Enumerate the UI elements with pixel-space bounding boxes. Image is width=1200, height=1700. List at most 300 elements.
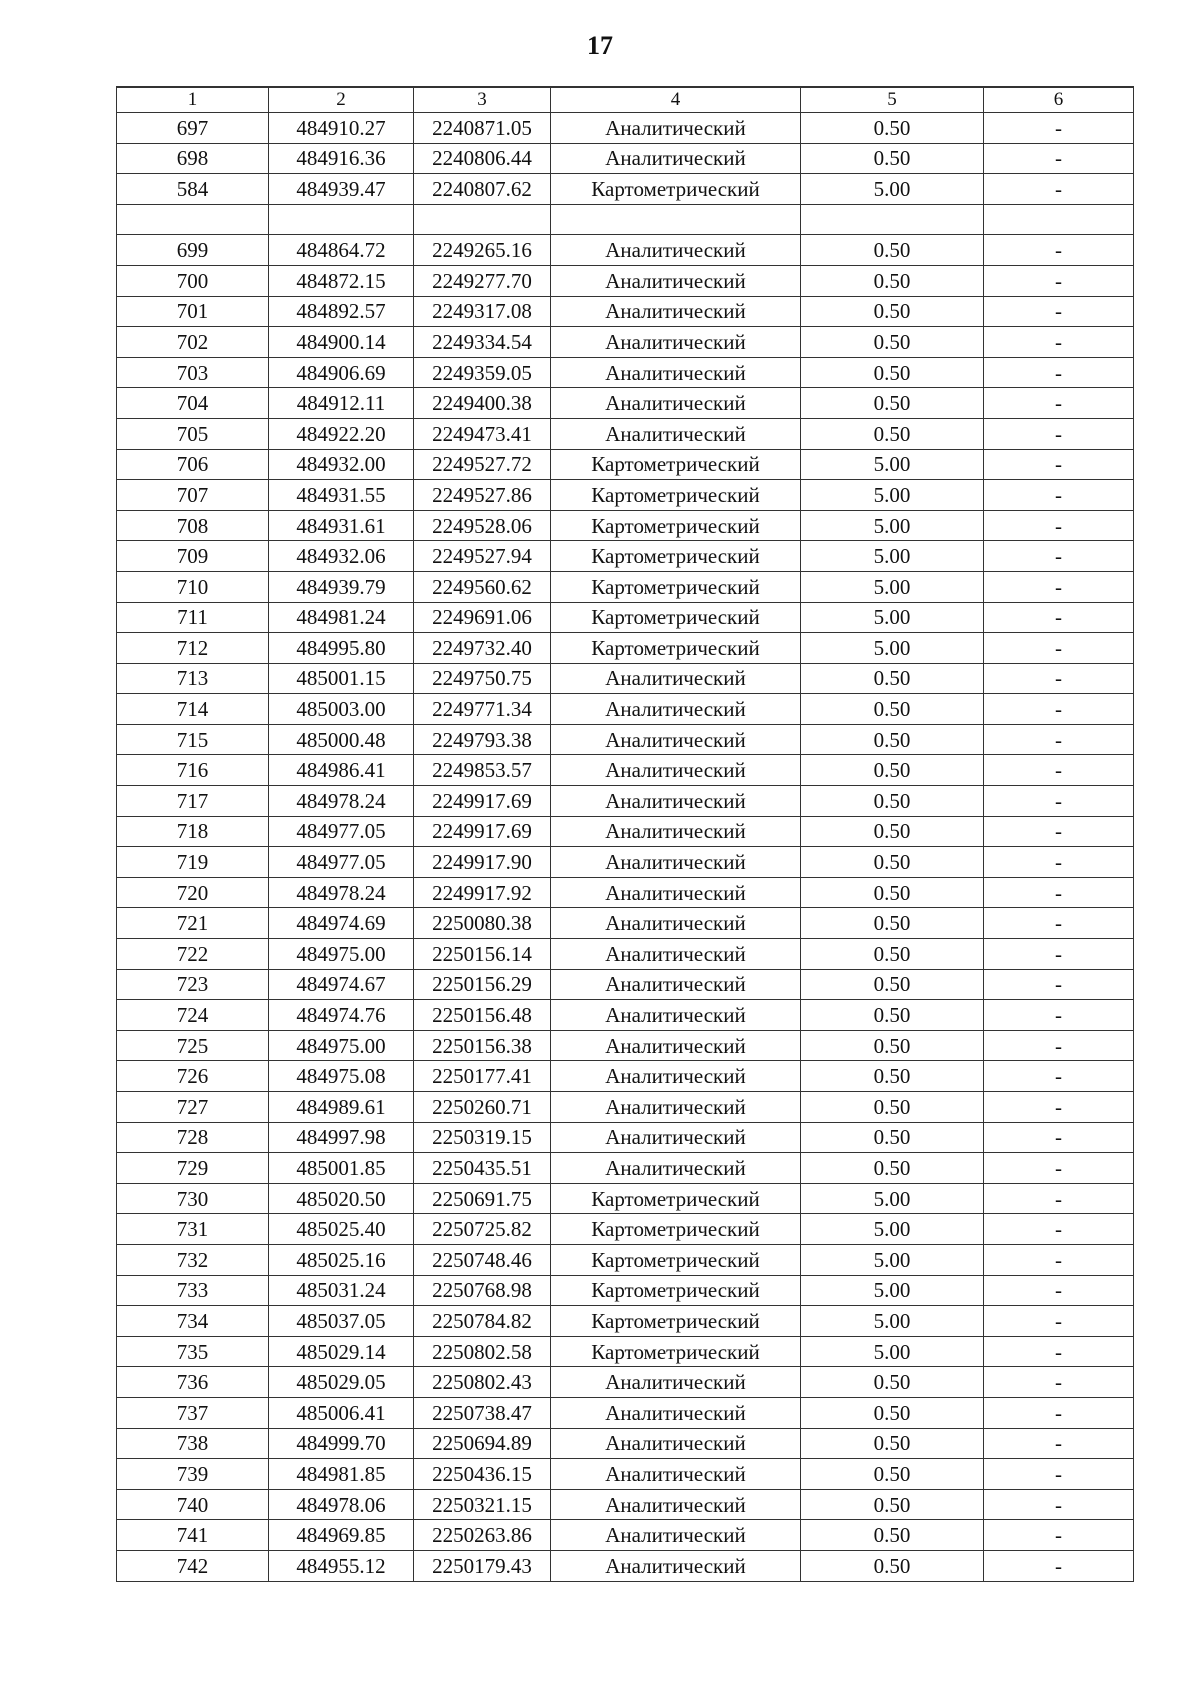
cell-note: - xyxy=(984,143,1134,174)
cell-coord-y: 2250263.86 xyxy=(414,1520,551,1551)
cell-note: - xyxy=(984,1520,1134,1551)
table-row xyxy=(117,847,1134,878)
cell-coord-y: 2249793.38 xyxy=(414,724,551,755)
cell-note: - xyxy=(984,633,1134,664)
cell-coord-y: 2250738.47 xyxy=(414,1397,551,1428)
cell-note: - xyxy=(984,1336,1134,1367)
table-row xyxy=(117,1459,1134,1490)
table-row xyxy=(117,1367,1134,1398)
table-row xyxy=(117,143,1134,174)
cell-note: - xyxy=(984,1214,1134,1245)
cell-accuracy: 0.50 xyxy=(801,1397,984,1428)
cell-point-number: 724 xyxy=(117,1000,269,1031)
cell-note: - xyxy=(984,357,1134,388)
cell-coord-x: 485000.48 xyxy=(269,724,414,755)
cell-method: Аналитический xyxy=(551,755,801,786)
cell-coord-y: 2249359.05 xyxy=(414,357,551,388)
cell-coord-x: 484864.72 xyxy=(269,235,414,266)
table-row xyxy=(117,541,1134,572)
cell-coord-y: 2250748.46 xyxy=(414,1244,551,1275)
cell-accuracy: 5.00 xyxy=(801,571,984,602)
cell-point-number: 702 xyxy=(117,327,269,358)
cell-accuracy: 0.50 xyxy=(801,694,984,725)
cell-point-number: 707 xyxy=(117,480,269,511)
cell-coord-y: 2249277.70 xyxy=(414,265,551,296)
cell-point-number: 708 xyxy=(117,510,269,541)
cell-coord-x: 484939.47 xyxy=(269,174,414,205)
table-body xyxy=(117,87,1134,1581)
cell-coord-x: 485020.50 xyxy=(269,1183,414,1214)
cell-note: - xyxy=(984,1092,1134,1123)
cell-accuracy: 0.50 xyxy=(801,786,984,817)
table-row xyxy=(117,1153,1134,1184)
cell-method: Картометрический xyxy=(551,1183,801,1214)
cell-accuracy: 0.50 xyxy=(801,1092,984,1123)
cell-note: - xyxy=(984,694,1134,725)
table-row xyxy=(117,571,1134,602)
cell-coord-y: 2250156.38 xyxy=(414,1030,551,1061)
cell-point-number: 736 xyxy=(117,1367,269,1398)
table-row xyxy=(117,1092,1134,1123)
cell-note: - xyxy=(984,327,1134,358)
cell-method: Картометрический xyxy=(551,571,801,602)
cell-coord-y: 2249473.41 xyxy=(414,418,551,449)
cell-method: Аналитический xyxy=(551,1153,801,1184)
cell-accuracy: 0.50 xyxy=(801,1153,984,1184)
cell-coord-x: 484916.36 xyxy=(269,143,414,174)
header-cell-accuracy: 5 xyxy=(801,87,984,113)
cell-coord-y: 2240807.62 xyxy=(414,174,551,205)
cell-method: Аналитический xyxy=(551,786,801,817)
cell-note: - xyxy=(984,1244,1134,1275)
cell-coord-y: 2250080.38 xyxy=(414,908,551,939)
table-row xyxy=(117,357,1134,388)
cell-coord-x: 484989.61 xyxy=(269,1092,414,1123)
cell-accuracy: 5.00 xyxy=(801,510,984,541)
cell-method: Аналитический xyxy=(551,1122,801,1153)
cell-coord-y: 2250156.29 xyxy=(414,969,551,1000)
table-row xyxy=(117,1122,1134,1153)
cell-point-number: 699 xyxy=(117,235,269,266)
cell-method: Аналитический xyxy=(551,1397,801,1428)
cell-note: - xyxy=(984,1367,1134,1398)
cell-coord-y: 2249265.16 xyxy=(414,235,551,266)
cell-accuracy: 0.50 xyxy=(801,1428,984,1459)
cell-accuracy: 0.50 xyxy=(801,418,984,449)
cell-point-number: 701 xyxy=(117,296,269,327)
cell-coord-y: 2250177.41 xyxy=(414,1061,551,1092)
cell-note: - xyxy=(984,663,1134,694)
cell-coord-x: 484912.11 xyxy=(269,388,414,419)
cell-note: - xyxy=(984,969,1134,1000)
header-cell-point-number: 1 xyxy=(117,87,269,113)
cell-coord-x: 484975.08 xyxy=(269,1061,414,1092)
cell-accuracy: 0.50 xyxy=(801,755,984,786)
cell-note: - xyxy=(984,1428,1134,1459)
cell-accuracy: 0.50 xyxy=(801,265,984,296)
cell-accuracy: 0.50 xyxy=(801,877,984,908)
cell-coord-x: 484981.85 xyxy=(269,1459,414,1490)
cell-method: Картометрический xyxy=(551,633,801,664)
cell-method: Аналитический xyxy=(551,143,801,174)
cell-coord-y: 2249528.06 xyxy=(414,510,551,541)
cell-method: Аналитический xyxy=(551,969,801,1000)
cell-coord-x: 485029.14 xyxy=(269,1336,414,1367)
cell-point-number: 705 xyxy=(117,418,269,449)
table-row xyxy=(117,1030,1134,1061)
cell-coord-x: 484955.12 xyxy=(269,1550,414,1581)
cell-accuracy: 0.50 xyxy=(801,327,984,358)
cell-coord-x: 484932.00 xyxy=(269,449,414,480)
cell-note: - xyxy=(984,755,1134,786)
cell-coord-x: 485025.40 xyxy=(269,1214,414,1245)
cell-note: - xyxy=(984,265,1134,296)
cell-coord-x: 484900.14 xyxy=(269,327,414,358)
cell-method: Аналитический xyxy=(551,694,801,725)
cell-coord-y: 2249317.08 xyxy=(414,296,551,327)
cell-point-number: 738 xyxy=(117,1428,269,1459)
cell-method: Аналитический xyxy=(551,908,801,939)
cell-point-number: 735 xyxy=(117,1336,269,1367)
cell-point-number: 721 xyxy=(117,908,269,939)
table-row xyxy=(117,174,1134,205)
cell-coord-y: 2249771.34 xyxy=(414,694,551,725)
table-row xyxy=(117,1520,1134,1551)
cell-coord-y: 2249917.69 xyxy=(414,816,551,847)
cell-point-number: 742 xyxy=(117,1550,269,1581)
cell-coord-x: 484975.00 xyxy=(269,939,414,970)
cell-point-number: 733 xyxy=(117,1275,269,1306)
cell-method: Картометрический xyxy=(551,602,801,633)
cell-note: - xyxy=(984,1459,1134,1490)
cell-coord-x: 484892.57 xyxy=(269,296,414,327)
cell-note: - xyxy=(984,1061,1134,1092)
cell-coord-y: 2250319.15 xyxy=(414,1122,551,1153)
table-row xyxy=(117,1550,1134,1581)
cell-coord-x: 484872.15 xyxy=(269,265,414,296)
cell-point-number: 704 xyxy=(117,388,269,419)
cell-coord-y: 2249527.72 xyxy=(414,449,551,480)
cell-method: Аналитический xyxy=(551,1061,801,1092)
cell-accuracy: 0.50 xyxy=(801,1459,984,1490)
cell-point-number: 734 xyxy=(117,1306,269,1337)
cell-coord-y: 2249750.75 xyxy=(414,663,551,694)
cell-method: Картометрический xyxy=(551,541,801,572)
table-row xyxy=(117,1336,1134,1367)
cell-point-number: 711 xyxy=(117,602,269,633)
table-row xyxy=(117,265,1134,296)
cell-coord-y: 2250435.51 xyxy=(414,1153,551,1184)
cell-method: Картометрический xyxy=(551,1275,801,1306)
cell-method: Картометрический xyxy=(551,480,801,511)
cell-note: - xyxy=(984,418,1134,449)
cell-note: - xyxy=(984,816,1134,847)
cell-accuracy: 5.00 xyxy=(801,1214,984,1245)
cell-accuracy: 5.00 xyxy=(801,541,984,572)
cell-coord-y: 2249917.90 xyxy=(414,847,551,878)
cell-point-number: 719 xyxy=(117,847,269,878)
cell-method: Картометрический xyxy=(551,1214,801,1245)
cell-method: Аналитический xyxy=(551,1000,801,1031)
cell-point-number xyxy=(117,204,269,235)
cell-accuracy: 0.50 xyxy=(801,908,984,939)
cell-method: Аналитический xyxy=(551,296,801,327)
cell-coord-y: 2249732.40 xyxy=(414,633,551,664)
table-row xyxy=(117,877,1134,908)
cell-coord-y: 2249560.62 xyxy=(414,571,551,602)
table-row xyxy=(117,1489,1134,1520)
cell-method: Аналитический xyxy=(551,1367,801,1398)
cell-accuracy: 0.50 xyxy=(801,1489,984,1520)
table-row xyxy=(117,602,1134,633)
table-row xyxy=(117,1214,1134,1245)
cell-method: Картометрический xyxy=(551,510,801,541)
cell-method: Аналитический xyxy=(551,388,801,419)
cell-method: Картометрический xyxy=(551,449,801,480)
cell-coord-y: 2240871.05 xyxy=(414,113,551,144)
cell-note: - xyxy=(984,908,1134,939)
cell-coord-y: 2240806.44 xyxy=(414,143,551,174)
table-row xyxy=(117,969,1134,1000)
table-row xyxy=(117,510,1134,541)
cell-point-number: 714 xyxy=(117,694,269,725)
cell-note: - xyxy=(984,1397,1134,1428)
cell-coord-y: 2249400.38 xyxy=(414,388,551,419)
table-row xyxy=(117,1428,1134,1459)
cell-coord-x: 484931.55 xyxy=(269,480,414,511)
cell-coord-y: 2249853.57 xyxy=(414,755,551,786)
table-row xyxy=(117,388,1134,419)
cell-point-number: 729 xyxy=(117,1153,269,1184)
cell-coord-x: 484974.67 xyxy=(269,969,414,1000)
cell-accuracy: 0.50 xyxy=(801,724,984,755)
cell-accuracy: 0.50 xyxy=(801,388,984,419)
table-row xyxy=(117,1275,1134,1306)
cell-coord-y: 2250725.82 xyxy=(414,1214,551,1245)
cell-point-number: 740 xyxy=(117,1489,269,1520)
table-row xyxy=(117,755,1134,786)
table-row xyxy=(117,327,1134,358)
cell-coord-y: 2250156.48 xyxy=(414,1000,551,1031)
cell-accuracy: 0.50 xyxy=(801,1000,984,1031)
cell-coord-x: 484932.06 xyxy=(269,541,414,572)
table-row xyxy=(117,724,1134,755)
cell-coord-x: 484978.24 xyxy=(269,786,414,817)
cell-point-number: 697 xyxy=(117,113,269,144)
cell-point-number: 739 xyxy=(117,1459,269,1490)
cell-coord-y: 2250802.43 xyxy=(414,1367,551,1398)
cell-point-number: 715 xyxy=(117,724,269,755)
cell-coord-x: 485031.24 xyxy=(269,1275,414,1306)
table-header-row xyxy=(117,87,1134,113)
cell-method: Аналитический xyxy=(551,1550,801,1581)
cell-accuracy xyxy=(801,204,984,235)
cell-accuracy: 0.50 xyxy=(801,1061,984,1092)
cell-accuracy: 5.00 xyxy=(801,1244,984,1275)
cell-point-number: 706 xyxy=(117,449,269,480)
cell-accuracy: 0.50 xyxy=(801,1030,984,1061)
cell-note: - xyxy=(984,174,1134,205)
table-row xyxy=(117,1183,1134,1214)
table-row xyxy=(117,1000,1134,1031)
cell-method: Аналитический xyxy=(551,1030,801,1061)
cell-note: - xyxy=(984,724,1134,755)
cell-accuracy: 5.00 xyxy=(801,602,984,633)
table-row xyxy=(117,296,1134,327)
cell-coord-x: 484910.27 xyxy=(269,113,414,144)
cell-coord-y: 2250436.15 xyxy=(414,1459,551,1490)
cell-accuracy: 0.50 xyxy=(801,143,984,174)
table-row xyxy=(117,1306,1134,1337)
cell-accuracy: 0.50 xyxy=(801,847,984,878)
cell-method: Аналитический xyxy=(551,235,801,266)
cell-coord-y xyxy=(414,204,551,235)
cell-accuracy: 5.00 xyxy=(801,1336,984,1367)
cell-method: Аналитический xyxy=(551,357,801,388)
cell-coord-y: 2250156.14 xyxy=(414,939,551,970)
cell-method: Аналитический xyxy=(551,877,801,908)
cell-note: - xyxy=(984,1275,1134,1306)
cell-point-number: 710 xyxy=(117,571,269,602)
cell-coord-y: 2249527.86 xyxy=(414,480,551,511)
cell-note: - xyxy=(984,877,1134,908)
table-row xyxy=(117,113,1134,144)
cell-coord-x: 484999.70 xyxy=(269,1428,414,1459)
cell-note: - xyxy=(984,449,1134,480)
cell-method: Картометрический xyxy=(551,1306,801,1337)
cell-point-number: 720 xyxy=(117,877,269,908)
cell-note: - xyxy=(984,296,1134,327)
cell-coord-x: 484986.41 xyxy=(269,755,414,786)
cell-coord-x: 485006.41 xyxy=(269,1397,414,1428)
cell-method: Аналитический xyxy=(551,1092,801,1123)
table-row xyxy=(117,235,1134,266)
cell-point-number: 731 xyxy=(117,1214,269,1245)
header-cell-method: 4 xyxy=(551,87,801,113)
cell-method: Аналитический xyxy=(551,724,801,755)
cell-method: Аналитический xyxy=(551,418,801,449)
cell-accuracy: 0.50 xyxy=(801,1550,984,1581)
cell-point-number: 728 xyxy=(117,1122,269,1153)
header-cell-coord-x: 2 xyxy=(269,87,414,113)
cell-coord-y: 2250768.98 xyxy=(414,1275,551,1306)
cell-coord-x: 485025.16 xyxy=(269,1244,414,1275)
cell-coord-y: 2250321.15 xyxy=(414,1489,551,1520)
cell-coord-y: 2250802.58 xyxy=(414,1336,551,1367)
cell-accuracy: 0.50 xyxy=(801,296,984,327)
cell-coord-x: 484977.05 xyxy=(269,816,414,847)
cell-coord-x: 484922.20 xyxy=(269,418,414,449)
cell-accuracy: 0.50 xyxy=(801,1122,984,1153)
cell-method: Аналитический xyxy=(551,265,801,296)
cell-method: Аналитический xyxy=(551,1428,801,1459)
cell-point-number: 723 xyxy=(117,969,269,1000)
cell-point-number: 741 xyxy=(117,1520,269,1551)
table-row xyxy=(117,1061,1134,1092)
cell-method: Аналитический xyxy=(551,1459,801,1490)
cell-accuracy: 5.00 xyxy=(801,1306,984,1337)
cell-point-number: 698 xyxy=(117,143,269,174)
cell-note: - xyxy=(984,1153,1134,1184)
cell-accuracy: 0.50 xyxy=(801,235,984,266)
cell-coord-y: 2249527.94 xyxy=(414,541,551,572)
cell-note xyxy=(984,204,1134,235)
cell-coord-y: 2250694.89 xyxy=(414,1428,551,1459)
cell-note: - xyxy=(984,510,1134,541)
cell-accuracy: 5.00 xyxy=(801,449,984,480)
table-row xyxy=(117,663,1134,694)
cell-accuracy: 5.00 xyxy=(801,174,984,205)
cell-accuracy: 0.50 xyxy=(801,969,984,1000)
table-row xyxy=(117,1397,1134,1428)
table-row xyxy=(117,480,1134,511)
cell-accuracy: 5.00 xyxy=(801,480,984,511)
cell-coord-y: 2249917.92 xyxy=(414,877,551,908)
cell-note: - xyxy=(984,1306,1134,1337)
cell-note: - xyxy=(984,1183,1134,1214)
table-row xyxy=(117,908,1134,939)
cell-note: - xyxy=(984,602,1134,633)
cell-coord-x: 484906.69 xyxy=(269,357,414,388)
page-number: 17 xyxy=(587,31,613,60)
cell-point-number: 727 xyxy=(117,1092,269,1123)
cell-point-number: 737 xyxy=(117,1397,269,1428)
cell-accuracy: 5.00 xyxy=(801,633,984,664)
cell-method: Аналитический xyxy=(551,663,801,694)
cell-point-number: 709 xyxy=(117,541,269,572)
header-cell-coord-y: 3 xyxy=(414,87,551,113)
cell-method: Аналитический xyxy=(551,1520,801,1551)
cell-coord-y: 2249917.69 xyxy=(414,786,551,817)
cell-accuracy: 5.00 xyxy=(801,1183,984,1214)
table-row xyxy=(117,1244,1134,1275)
cell-coord-x: 484974.69 xyxy=(269,908,414,939)
cell-accuracy: 0.50 xyxy=(801,939,984,970)
table-row xyxy=(117,449,1134,480)
cell-coord-x: 485001.85 xyxy=(269,1153,414,1184)
cell-note: - xyxy=(984,1489,1134,1520)
cell-coord-x: 484978.06 xyxy=(269,1489,414,1520)
cell-coord-x: 484975.00 xyxy=(269,1030,414,1061)
cell-point-number: 726 xyxy=(117,1061,269,1092)
header-cell-note: 6 xyxy=(984,87,1134,113)
cell-coord-x: 485029.05 xyxy=(269,1367,414,1398)
cell-accuracy: 0.50 xyxy=(801,1520,984,1551)
cell-coord-x: 484974.76 xyxy=(269,1000,414,1031)
cell-point-number: 732 xyxy=(117,1244,269,1275)
cell-method: Аналитический xyxy=(551,113,801,144)
cell-note: - xyxy=(984,1122,1134,1153)
cell-point-number: 717 xyxy=(117,786,269,817)
table-row xyxy=(117,786,1134,817)
cell-note: - xyxy=(984,1030,1134,1061)
cell-coord-x: 485037.05 xyxy=(269,1306,414,1337)
cell-coord-x: 485003.00 xyxy=(269,694,414,725)
cell-note: - xyxy=(984,571,1134,602)
cell-coord-y: 2249334.54 xyxy=(414,327,551,358)
cell-note: - xyxy=(984,388,1134,419)
cell-coord-x: 484997.98 xyxy=(269,1122,414,1153)
cell-method: Аналитический xyxy=(551,939,801,970)
cell-point-number: 725 xyxy=(117,1030,269,1061)
cell-point-number: 700 xyxy=(117,265,269,296)
cell-coord-x: 484931.61 xyxy=(269,510,414,541)
table-row xyxy=(117,633,1134,664)
coordinates-table xyxy=(116,86,1134,1582)
cell-coord-x: 484978.24 xyxy=(269,877,414,908)
table-row xyxy=(117,694,1134,725)
cell-point-number: 718 xyxy=(117,816,269,847)
